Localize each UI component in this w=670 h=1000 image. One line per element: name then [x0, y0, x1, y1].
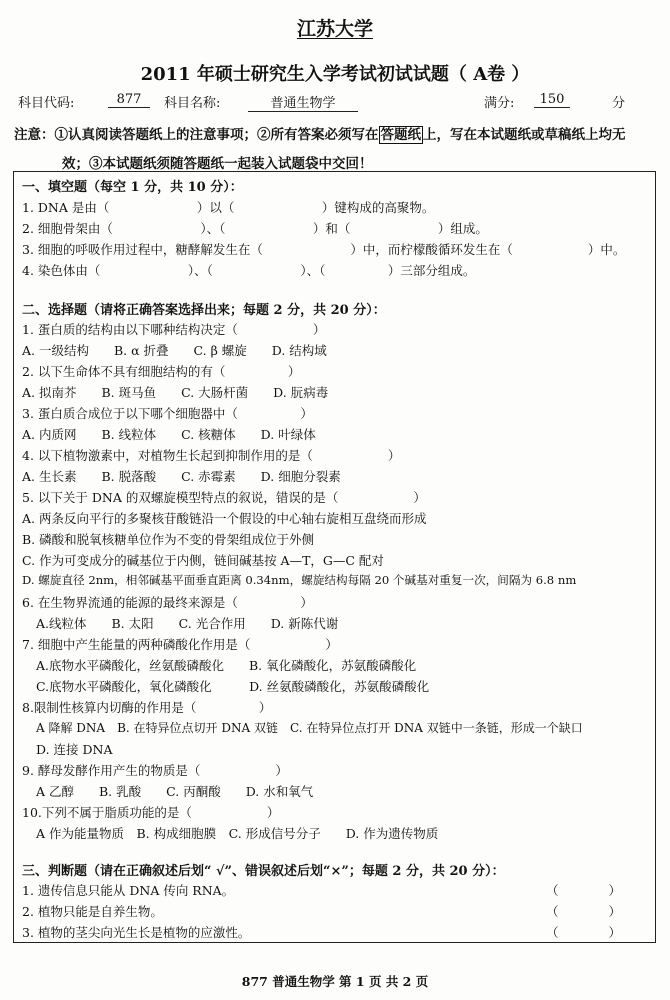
choice-option-5b: B. 磷酸和脱氧核糖单位作为不变的骨架组成位于外侧 [22, 532, 315, 547]
choice-options-4: A. 生长素 B. 脱落酸 C. 赤霉素 D. 细胞分裂素 [22, 469, 341, 484]
subject-name: 普通生物学 [248, 92, 358, 112]
judge-answer-paren-2: （ ） [546, 904, 622, 919]
university-name: 江苏大学 [296, 18, 373, 40]
choice-options-1: A. 一级结构 B. α 折叠 C. β 螺旋 D. 结构域 [22, 343, 327, 358]
choice-question-10: 10.下列不属于脂质功能的是（ ） [22, 805, 280, 820]
judge-answer-paren-3: （ ） [546, 925, 622, 940]
choice-option-5a: A. 两条反向平行的多聚核苷酸链沿一个假设的中心轴右旋相互盘绕而形成 [22, 511, 427, 526]
subject-name-label: 科目名称: [164, 96, 221, 111]
choice-question-6: 6. 在生物界流通的能源的最终来源是（ ） [22, 595, 313, 610]
choice-question-7: 7. 细胞中产生能量的两种磷酸化作用是（ ） [22, 637, 338, 652]
judge-question-2: 2. 植物只能是自养生物。 [22, 904, 163, 919]
judge-question-3: 3. 植物的茎尖向光生长是植物的应激性。 [22, 925, 251, 940]
subject-code-label: 科目代码: [18, 96, 75, 111]
fill-question-3: 3. 细胞的呼吸作用过程中，糖酵解发生在（ ）中，而柠檬酸循环发生在（ ）中。 [22, 242, 626, 257]
choice-options-6: A.线粒体 B. 太阳 C. 光合作用 D. 新陈代谢 [36, 616, 339, 631]
subject-code-value [108, 92, 150, 108]
judge-question-1: 1. 遗传信息只能从 DNA 传向 RNA。 [22, 883, 235, 898]
section-3-heading: 三、判断题（请在正确叙述后划“ √”、错误叙述后划“×”；每题 2 分，共 20 分）： [22, 864, 505, 879]
subject-name-value [248, 92, 358, 112]
choice-options-8abc: A 降解 DNA B. 在特异位点切开 DNA 双链 C. 在特异位点打开 DNA 双链中一条链，形成一个缺口 [36, 721, 583, 735]
choice-option-5d: D. 螺旋直径 2nm，相邻碱基平面垂直距离 0.34nm，螺旋结构每隔 20 个碱基对重复一次，间隔为 6.8 nm [22, 573, 577, 587]
choice-question-4: 4. 以下植物激素中，对植物生长起到抑制作用的是（ ） [22, 448, 401, 463]
choice-options-9: A 乙醇 B. 乳酸 C. 丙酮酸 D. 水和氧气 [36, 784, 314, 799]
fill-question-1: 1. DNA 是由（ ）以（ ）键构成的高聚物。 [22, 200, 435, 215]
full-score-label: 满分: [484, 96, 515, 111]
answer-sheet-box: 答题纸 [380, 127, 421, 143]
judge-answer-paren-1: （ ） [546, 883, 622, 898]
fill-question-4: 4. 染色体由（ ）、（ ）、（ ）三部分组成。 [22, 263, 476, 278]
choice-option-5c: C. 作为可变成分的碱基位于内侧，链间碱基按 A—T，G—C 配对 [22, 553, 384, 568]
choice-question-5: 5. 以下关于 DNA 的双螺旋模型特点的叙说，错误的是（ ） [22, 490, 426, 505]
choice-question-1: 1. 蛋白质的结构由以下哪种结构决定（ ） [22, 322, 326, 337]
choice-question-9: 9. 酵母发酵作用产生的物质是（ ） [22, 763, 288, 778]
notice-line-1: 注意：①认真阅读答题纸上的注意事项；②所有答案必须写在 答题纸 上，写在本试题纸或草稿纸上均无 [14, 127, 626, 143]
subject-code: 877 [108, 92, 150, 108]
exam-title: 2011 年硕士研究生入学考试初试试题（ A卷 ） [140, 64, 530, 85]
choice-question-2: 2. 以下生命体不具有细胞结构的有（ ） [22, 364, 301, 379]
choice-options-7cd: C.底物水平磷酸化，氧化磷酸化 D. 丝氨酸磷酸化，苏氨酸磷酸化 [36, 679, 430, 694]
section-2-heading: 二、选择题（请将正确答案选择出来；每题 2 分，共 20 分）： [22, 303, 386, 318]
choice-question-3: 3. 蛋白质合成位于以下哪个细胞器中（ ） [22, 406, 313, 421]
full-score-value [534, 92, 570, 108]
choice-options-3: A. 内质网 B. 线粒体 C. 核糖体 D. 叶绿体 [22, 427, 316, 442]
choice-question-8: 8.限制性核算内切酶的作用是（ ） [22, 700, 272, 715]
choice-options-10: A 作为能量物质 B. 构成细胞膜 C. 形成信号分子 D. 作为遗传物质 [36, 826, 439, 841]
choice-options-7ab: A.底物水平磷酸化，丝氨酸磷酸化 B. 氧化磷酸化，苏氨酸磷酸化 [36, 658, 417, 673]
section-1-heading: 一、填空题（每空 1 分，共 10 分）： [22, 180, 243, 195]
fill-question-2: 2. 细胞骨架由（ ）、（ ）和（ ）组成。 [22, 221, 488, 236]
page-footer: 877 普通生物学 第 1 页 共 2 页 [241, 974, 429, 989]
choice-option-8d: D. 连接 DNA [36, 742, 113, 757]
notice-line-2: 效；③本试题纸须随答题纸一起装入试题袋中交回！ [62, 156, 373, 172]
question-frame [13, 171, 656, 943]
choice-options-2: A. 拟南芥 B. 斑马鱼 C. 大肠杆菌 D. 朊病毒 [22, 385, 329, 400]
full-score: 150 [534, 92, 570, 108]
score-unit: 分 [612, 96, 626, 111]
